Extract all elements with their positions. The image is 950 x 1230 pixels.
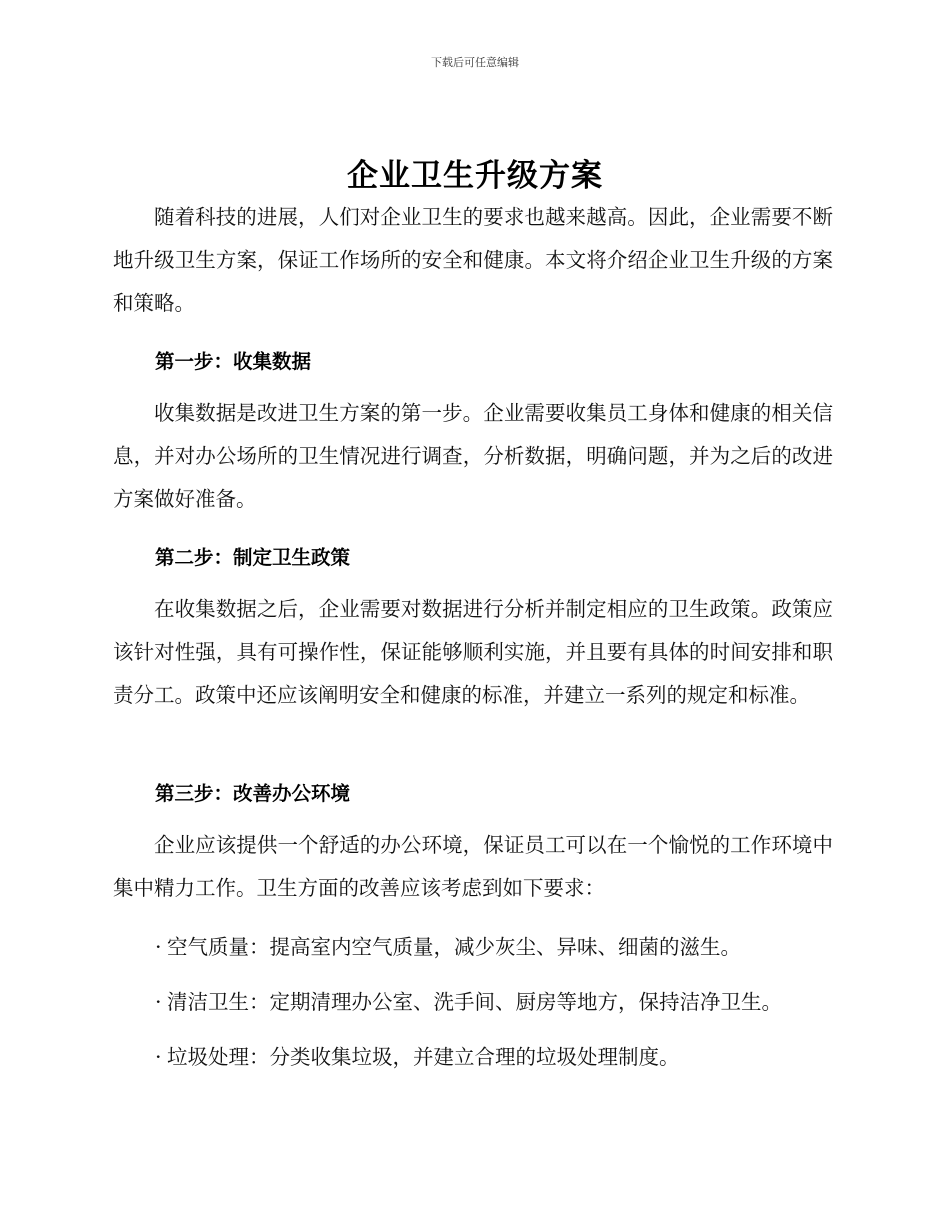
- list-item: [155, 1040, 680, 1070]
- list-item-text: 垃圾处理：分类收集垃圾，并建立合理的垃圾处理制度。: [167, 1045, 680, 1069]
- list-item: [155, 985, 782, 1015]
- section-2-heading: 第二步：制定卫生政策: [155, 546, 351, 569]
- document-title: 企业卫生升级方案: [347, 158, 603, 194]
- list-item-text: 空气质量：提高室内空气质量，减少灰尘、异味、细菌的滋生。: [167, 935, 741, 959]
- section-2-body: 在收集数据之后，企业需要对数据进行分析并制定相应的卫生政策。政策应该针对性强，具有可操作性，保证能够顺利实施，并且要有具体的时间安排和职责分工。政策中还应该阐明安全和健康的标准，并建立一系列的规定和标准。: [113, 597, 833, 707]
- bullet-icon: ·: [155, 1045, 162, 1069]
- bullet-icon: ·: [155, 935, 162, 959]
- list-item: [155, 930, 741, 960]
- section-3-body: 企业应该提供一个舒适的办公环境，保证员工可以在一个愉悦的工作环境中集中精力工作。卫生方面的改善应该考虑到如下要求：: [113, 833, 833, 900]
- bullet-icon: ·: [155, 990, 162, 1014]
- intro-paragraph: 随着科技的进展，人们对企业卫生的要求也越来越高。因此，企业需要不断地升级卫生方案，保证工作场所的安全和健康。本文将介绍企业卫生升级的方案和策略。: [113, 205, 833, 315]
- section-1-heading: 第一步：收集数据: [155, 350, 312, 373]
- list-item-text: 清洁卫生：定期清理办公室、洗手间、厨房等地方，保持洁净卫生。: [167, 990, 782, 1014]
- section-1-body: 收集数据是改进卫生方案的第一步。企业需要收集员工身体和健康的相关信息，并对办公场所的卫生情况进行调查，分析数据，明确问题，并为之后的改进方案做好准备。: [113, 401, 833, 511]
- section-3-heading: 第三步：改善办公环境: [155, 782, 351, 805]
- header-note: 下载后可任意编辑: [431, 56, 519, 69]
